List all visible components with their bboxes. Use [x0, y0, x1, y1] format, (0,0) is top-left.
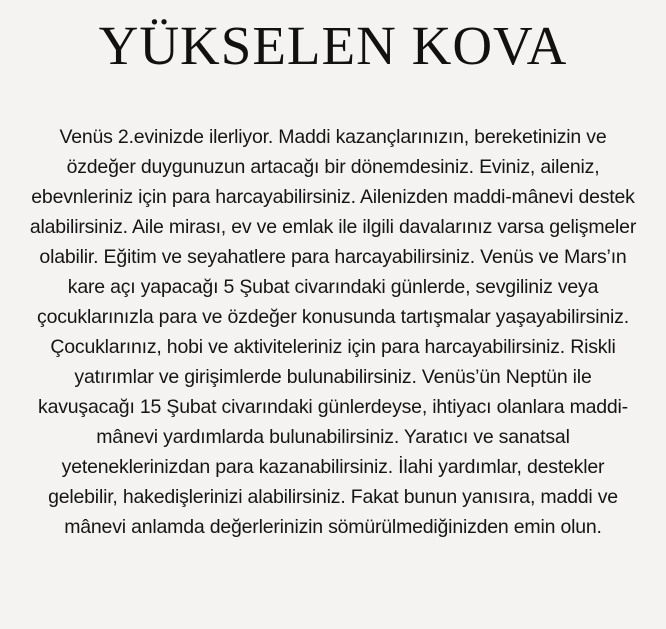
text-line: olabilir. Eğitim ve seyahatlere para harcayabilirsiniz. Venüs ve Mars’ın — [39, 246, 627, 268]
text-line: özdeğer duygunuzun artacağı bir dönemdesiniz. Eviniz, aileniz, — [66, 156, 600, 178]
text-line: kare açı yapacağı 5 Şubat civarındaki günlerde, sevgiliniz veya — [67, 276, 599, 298]
text-line: çocuklarınızla para ve özdeğer konusunda tartışmalar yaşayabilirsiniz. — [37, 306, 629, 328]
text-line: yatırımlar ve girişimlerde bulunabilirsiniz. Venüs’ün Neptün ile — [74, 366, 592, 388]
text-line: Venüs 2.evinizde ilerliyor. Maddi kazançlarınızın, bereketinizin ve — [59, 126, 607, 148]
text-line: kavuşacağı 15 Şubat civarındaki günlerdeyse, ihtiyacı olanlara maddi- — [38, 396, 628, 418]
text-line: Çocuklarınız, hobi ve aktiviteleriniz için para harcayabilirsiniz. Riskli — [50, 336, 616, 358]
text-line: gelebilir, hakedişlerinizi alabilirsiniz. Fakat bunun yanısıra, maddi ve — [48, 486, 618, 508]
text-line: mânevi yardımlarda bulunabilirsiniz. Yaratıcı ve sanatsal — [96, 426, 570, 448]
text-line: yeteneklerinizdan para kazanabilirsiniz. İlahi yardımlar, destekler — [61, 456, 605, 478]
text-line: mânevi anlamda değerlerinizin sömürülmediğinizden emin olun. — [64, 516, 602, 538]
text-line: ebevnleriniz için para harcayabilirsiniz. Ailenizden maddi-mânevi destek — [31, 186, 635, 208]
horoscope-text — [14, 122, 652, 542]
page-title: YÜKSELEN KOVA — [98, 15, 568, 76]
text-line: alabilirsiniz. Aile mirası, ev ve emlak ile ilgili davalarınız varsa gelişmeler — [29, 216, 637, 238]
